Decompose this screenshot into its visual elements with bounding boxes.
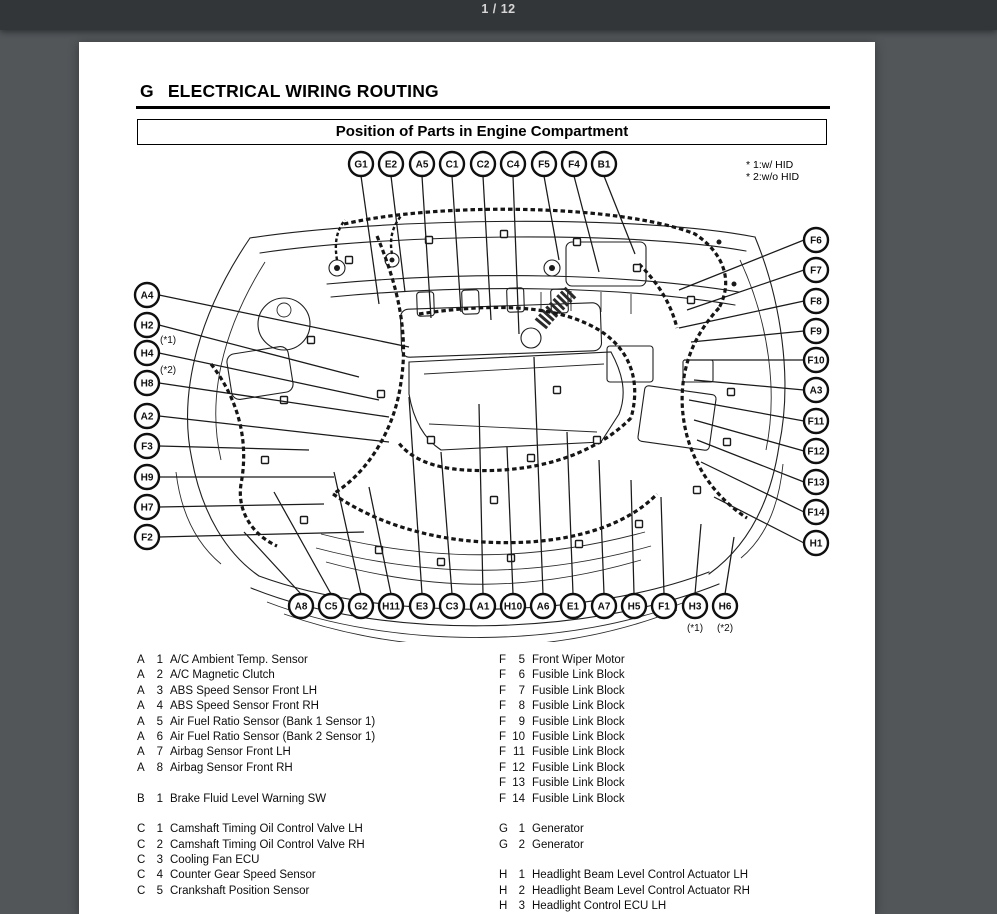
legend-number: 6 [156, 730, 163, 743]
legend-letter: C [137, 838, 146, 851]
legend-letter: A [137, 700, 145, 713]
legend-number: 7 [156, 746, 163, 759]
legend-description: Airbag Sensor Front LH [170, 746, 291, 759]
legend-description: Headlight Control ECU LH [532, 900, 667, 913]
legend-description: Air Fuel Ratio Sensor (Bank 2 Sensor 1) [170, 730, 376, 743]
callout-label-A4: A4 [140, 290, 154, 302]
legend-description: ABS Speed Sensor Front LH [170, 684, 318, 697]
legend-description: Fusible Link Block [532, 792, 625, 805]
leader-line-A5 [422, 176, 431, 318]
legend-row [499, 653, 859, 668]
document-page [79, 42, 875, 914]
legend-letter: F [499, 730, 507, 743]
legend-row [137, 745, 487, 760]
legend-letter [137, 807, 149, 822]
callout-label-H10: H10 [503, 601, 523, 613]
legend-row [499, 868, 859, 883]
legend-row [499, 668, 859, 683]
callout-footnote-H6: (*2) [716, 623, 734, 634]
leader-line-F3 [159, 446, 309, 450]
callout-label-A2: A2 [140, 411, 154, 423]
legend-description [170, 807, 173, 822]
legend-row [499, 730, 859, 745]
callout-label-H3: H3 [688, 601, 702, 613]
callout-label-C4: C4 [506, 159, 520, 171]
legend-description [532, 853, 535, 868]
legend-description: A/C Ambient Temp. Sensor [170, 654, 308, 666]
engine-art [211, 209, 747, 565]
leader-line-F6 [679, 240, 804, 290]
callout-footnote-H3: (*1) [686, 623, 704, 634]
legend-letter: F [499, 654, 507, 666]
legend-description: Camshaft Timing Oil Control Valve LH [170, 823, 363, 836]
callout-label-H11: H11 [382, 601, 400, 613]
section-title: ELECTRICAL WIRING ROUTING [167, 81, 439, 101]
legend-letter: B [137, 792, 145, 805]
legend-letter: F [499, 792, 507, 805]
callout-label-E2: E2 [384, 159, 398, 171]
legend-number: 1 [156, 823, 163, 836]
callout-label-F4: F4 [568, 159, 580, 171]
legend-letter: A [137, 761, 145, 774]
legend-description [170, 776, 173, 791]
leader-line-F8 [679, 301, 804, 328]
legend-letter: C [137, 869, 146, 882]
diagram-box-title: Position of Parts in Engine Compartment [137, 119, 827, 145]
legend-row [499, 684, 859, 699]
callout-label-F7: F7 [810, 265, 822, 277]
legend-column-left [137, 653, 487, 899]
leader-line-F14 [701, 462, 804, 512]
leader-line-F5 [544, 176, 559, 260]
leader-line-A8 [244, 532, 301, 594]
legend-letter: H [499, 884, 508, 897]
hid-footnote-line2: * 2:w/o HID [746, 170, 800, 183]
callout-label-H1: H1 [809, 538, 823, 550]
leader-line-F4 [574, 176, 599, 272]
legend-row [137, 684, 487, 699]
legend-description: Camshaft Timing Oil Control Valve RH [170, 838, 365, 851]
leader-line-C1 [452, 176, 461, 312]
legend-letter: A [137, 684, 145, 697]
leader-line-H1 [714, 497, 804, 543]
legend-row [137, 730, 487, 745]
leader-line-C3 [441, 452, 452, 594]
legend-description: Headlight Beam Level Control Actuator LH [532, 869, 749, 882]
legend-number: 7 [518, 684, 525, 697]
legend-number [149, 776, 163, 791]
legend-number: 9 [518, 715, 525, 728]
legend-description: Fusible Link Block [532, 700, 625, 713]
legend-letter [137, 776, 149, 791]
callout-label-F3: F3 [141, 441, 153, 453]
legend-row [499, 745, 859, 760]
legend-row [499, 822, 859, 837]
legend-letter: A [137, 746, 145, 759]
page-title [140, 81, 439, 102]
legend-number: 3 [518, 900, 525, 913]
legend-description: A/C Magnetic Clutch [170, 669, 275, 682]
legend-letter [499, 807, 511, 822]
legend-number: 5 [156, 715, 163, 728]
legend-number: 11 [513, 746, 525, 759]
callout-label-C3: C3 [445, 601, 459, 613]
legend-letter: A [137, 730, 145, 743]
callout-label-E3: E3 [415, 601, 429, 613]
title-rule [136, 106, 830, 109]
callout-label-A6: A6 [536, 601, 550, 613]
legend-number: 1 [518, 869, 525, 882]
callout-label-H2: H2 [140, 320, 154, 332]
callout-label-H6: H6 [718, 601, 732, 613]
legend-row [499, 792, 859, 807]
callout-label-A3: A3 [809, 385, 823, 397]
legend-row [499, 884, 859, 899]
leader-line-C4 [513, 176, 519, 334]
legend-description: Fusible Link Block [532, 669, 625, 682]
legend-description: Fusible Link Block [532, 684, 625, 697]
legend-row [137, 668, 487, 683]
leader-line-F2 [159, 532, 364, 537]
legend-letter: H [499, 900, 508, 913]
callout-label-F8: F8 [810, 296, 822, 308]
legend-description: Front Wiper Motor [532, 654, 625, 666]
callout-label-H8: H8 [140, 378, 154, 390]
page-indicator: 1 / 12 [481, 2, 516, 16]
legend-letter: H [499, 869, 508, 882]
leader-line-F9 [691, 331, 804, 342]
legend-description: Headlight Beam Level Control Actuator RH [532, 884, 750, 897]
leader-line-H4 [159, 353, 379, 400]
legend-description: Generator [532, 823, 584, 836]
leader-line-F7 [687, 270, 804, 310]
legend-description: Airbag Sensor Front RH [170, 761, 293, 774]
legend-row [499, 776, 859, 791]
legend-description: Brake Fluid Level Warning SW [170, 792, 327, 805]
section-letter: G [140, 81, 154, 101]
leader-line-A2 [159, 416, 389, 442]
legend-letter: C [137, 884, 146, 897]
callout-label-H7: H7 [140, 502, 154, 514]
legend-number: 13 [512, 777, 525, 790]
callout-label-G2: G2 [354, 601, 368, 613]
legend-description: Crankshaft Position Sensor [170, 884, 310, 897]
pdf-toolbar [0, 0, 997, 30]
legend-row [137, 715, 487, 730]
leader-line-H6 [725, 537, 734, 594]
legend-number: 2 [518, 838, 525, 851]
leader-line-C2 [483, 176, 491, 320]
legend-number [511, 853, 525, 868]
legend-number: 4 [156, 869, 163, 882]
legend-letter: C [137, 854, 146, 867]
legend-number: 1 [518, 823, 525, 836]
legend-letter: F [499, 669, 507, 682]
legend-row-blank [499, 853, 859, 868]
legend-row [137, 699, 487, 714]
legend-row [499, 838, 859, 853]
leader-line-H3 [695, 524, 701, 594]
callout-label-A8: A8 [294, 601, 308, 613]
legend-number: 10 [512, 730, 525, 743]
leader-line-C5 [274, 492, 331, 594]
callout-label-F1: F1 [658, 601, 670, 613]
legend-row-blank [499, 807, 859, 822]
callout-label-C2: C2 [476, 159, 490, 171]
legend-row [499, 899, 859, 914]
legend-description: Fusible Link Block [532, 761, 625, 774]
callout-label-A7: A7 [597, 601, 611, 613]
callout-label-G1: G1 [354, 159, 368, 171]
legend-row [137, 761, 487, 776]
callout-label-F14: F14 [807, 507, 825, 519]
legend-number: 5 [518, 654, 525, 666]
legend-letter: A [137, 654, 145, 666]
legend-description: ABS Speed Sensor Front RH [170, 700, 319, 713]
leader-line-F11 [689, 400, 804, 421]
legend-number: 8 [156, 761, 163, 774]
legend-letter [499, 853, 511, 868]
legend-letter: F [499, 700, 507, 713]
legend-number: 2 [156, 669, 163, 682]
legend-number: 12 [512, 761, 525, 774]
callout-label-H4: H4 [140, 348, 154, 360]
legend-number: 5 [156, 884, 163, 897]
legend-row [137, 884, 487, 899]
legend-letter: G [499, 838, 508, 851]
legend-row-blank [137, 776, 487, 791]
legend-description: Cooling Fan ECU [170, 854, 260, 867]
legend-letter: F [499, 684, 507, 697]
legend-number: 1 [156, 792, 163, 805]
leader-line-G1 [361, 176, 379, 304]
legend-letter: F [499, 777, 507, 790]
legend-number: 6 [518, 669, 525, 682]
callout-label-E1: E1 [566, 601, 580, 613]
callout-label-C5: C5 [324, 601, 338, 613]
engine-compartment-diagram [79, 142, 875, 642]
leader-line-A6 [534, 357, 543, 594]
callout-label-F12: F12 [807, 446, 825, 458]
legend-letter: A [137, 669, 145, 682]
legend-number: 8 [518, 700, 525, 713]
legend-row [137, 838, 487, 853]
legend-description: Generator [532, 838, 584, 851]
legend-description: Air Fuel Ratio Sensor (Bank 1 Sensor 1) [170, 715, 376, 728]
legend-number [149, 807, 163, 822]
leader-line-A3 [694, 380, 804, 390]
legend-row [137, 822, 487, 837]
legend-row [137, 792, 487, 807]
legend-row-blank [137, 807, 487, 822]
legend-column-right [499, 653, 859, 914]
callout-label-F2: F2 [141, 532, 153, 544]
callout-footnote-H4: (*1) [160, 335, 177, 346]
leader-line-H11 [369, 487, 391, 594]
callout-label-H5: H5 [627, 601, 641, 613]
legend-number: 4 [156, 700, 163, 713]
legend-number [511, 807, 525, 822]
callout-label-F9: F9 [810, 326, 822, 338]
leader-line-F1 [661, 497, 664, 594]
legend-letter: A [137, 715, 145, 728]
leader-lines [159, 176, 804, 594]
callout-label-H9: H9 [140, 472, 154, 484]
callout-label-F6: F6 [810, 235, 822, 247]
legend-description [532, 807, 535, 822]
legend-description: Fusible Link Block [532, 777, 625, 790]
legend-letter: C [137, 823, 146, 836]
legend-letter: F [499, 761, 507, 774]
legend-number: 3 [156, 854, 163, 867]
legend-description: Counter Gear Speed Sensor [170, 869, 316, 882]
legend-number: 3 [156, 684, 163, 697]
leader-line-H5 [631, 480, 634, 594]
hid-footnote-line1: * 1:w/ HID [746, 159, 794, 171]
callout-label-F10: F10 [807, 355, 825, 367]
leader-line-H8 [159, 383, 389, 417]
legend-row [499, 761, 859, 776]
callout-label-F13: F13 [807, 477, 825, 489]
callout-label-F11: F11 [807, 416, 825, 428]
legend-description: Fusible Link Block [532, 715, 625, 728]
legend-row [499, 699, 859, 714]
legend-number: 2 [518, 884, 525, 897]
callout-label-B1: B1 [597, 159, 611, 171]
legend-description: Fusible Link Block [532, 730, 625, 743]
legend-number: 14 [512, 792, 525, 805]
legend-number: 1 [156, 654, 163, 666]
legend-row [499, 715, 859, 730]
callout-label-A5: A5 [415, 159, 429, 171]
legend-letter: F [499, 715, 507, 728]
callout-footnote-H8: (*2) [160, 365, 177, 376]
legend-row [137, 853, 487, 868]
callout-label-F5: F5 [538, 159, 550, 171]
legend-letter: G [499, 823, 508, 836]
legend-row [137, 868, 487, 883]
legend-letter: F [499, 746, 507, 759]
leader-line-A1 [479, 404, 483, 594]
callout-label-C1: C1 [445, 159, 459, 171]
legend-number: 2 [156, 838, 163, 851]
legend-row [137, 653, 487, 668]
legend-description: Fusible Link Block [532, 746, 625, 759]
callout-label-A1: A1 [476, 601, 490, 613]
